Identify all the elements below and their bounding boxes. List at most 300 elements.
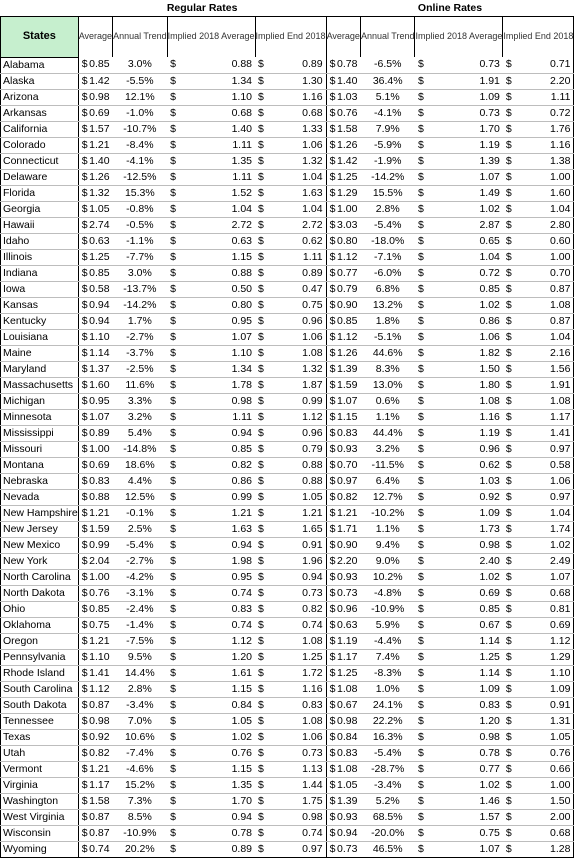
regular-implied-end-2018-cell[interactable] — [255, 361, 326, 377]
online-average-cell[interactable] — [326, 793, 360, 809]
online-average-cell[interactable] — [326, 265, 360, 281]
regular-annual-trend-cell[interactable]: -1.4% — [113, 617, 168, 633]
online-annual-trend-cell[interactable]: 5.1% — [360, 89, 415, 105]
online-implied-end-2018-header[interactable]: Implied End 2018 — [503, 16, 574, 57]
regular-implied-end-2018-cell[interactable] — [255, 121, 326, 137]
online-annual-trend-cell[interactable]: -4.1% — [360, 105, 415, 121]
online-annual-trend-cell[interactable]: 5.9% — [360, 617, 415, 633]
regular-annual-trend-cell[interactable]: -1.0% — [113, 105, 168, 121]
online-implied-2018-average-cell[interactable] — [415, 649, 503, 665]
regular-annual-trend-cell[interactable]: -2.7% — [113, 329, 168, 345]
state-name-cell[interactable]: Florida — [1, 185, 79, 201]
regular-average-cell[interactable] — [78, 521, 112, 537]
online-annual-trend-cell[interactable]: -5.1% — [360, 329, 415, 345]
online-implied-2018-average-cell[interactable] — [415, 73, 503, 89]
online-annual-trend-cell[interactable]: 44.6% — [360, 345, 415, 361]
regular-implied-end-2018-cell[interactable] — [255, 649, 326, 665]
online-average-cell[interactable] — [326, 569, 360, 585]
online-average-cell[interactable] — [326, 809, 360, 825]
regular-annual-trend-cell[interactable]: 12.5% — [113, 489, 168, 505]
online-average-cell[interactable] — [326, 185, 360, 201]
online-implied-end-2018-cell[interactable] — [503, 297, 574, 313]
state-name-cell[interactable]: Rhode Island — [1, 665, 79, 681]
online-implied-2018-average-cell[interactable] — [415, 617, 503, 633]
regular-implied-end-2018-cell[interactable] — [255, 457, 326, 473]
state-name-cell[interactable]: Illinois — [1, 249, 79, 265]
regular-annual-trend-cell[interactable]: -0.5% — [113, 217, 168, 233]
online-implied-2018-average-cell[interactable] — [415, 185, 503, 201]
regular-implied-2018-average-cell[interactable] — [167, 713, 255, 729]
regular-annual-trend-cell[interactable]: -14.8% — [113, 441, 168, 457]
state-name-cell[interactable]: Missouri — [1, 441, 79, 457]
regular-annual-trend-cell[interactable]: 2.8% — [113, 681, 168, 697]
regular-implied-2018-average-cell[interactable] — [167, 409, 255, 425]
online-implied-2018-average-cell[interactable] — [415, 729, 503, 745]
regular-implied-end-2018-cell[interactable] — [255, 73, 326, 89]
online-annual-trend-cell[interactable]: -10.2% — [360, 505, 415, 521]
regular-average-cell[interactable] — [78, 297, 112, 313]
online-annual-trend-cell[interactable]: 16.3% — [360, 729, 415, 745]
regular-implied-2018-average-cell[interactable] — [167, 73, 255, 89]
online-implied-2018-average-cell[interactable] — [415, 809, 503, 825]
online-implied-end-2018-cell[interactable] — [503, 57, 574, 73]
online-implied-2018-average-cell[interactable] — [415, 105, 503, 121]
regular-average-cell[interactable] — [78, 729, 112, 745]
regular-implied-end-2018-cell[interactable] — [255, 825, 326, 841]
online-implied-2018-average-cell[interactable] — [415, 489, 503, 505]
regular-implied-2018-average-cell[interactable] — [167, 233, 255, 249]
online-average-cell[interactable] — [326, 153, 360, 169]
online-implied-2018-average-cell[interactable] — [415, 201, 503, 217]
regular-implied-2018-average-cell[interactable] — [167, 201, 255, 217]
regular-annual-trend-cell[interactable]: -10.7% — [113, 121, 168, 137]
regular-annual-trend-cell[interactable]: 7.0% — [113, 713, 168, 729]
online-average-cell[interactable] — [326, 473, 360, 489]
online-average-cell[interactable] — [326, 585, 360, 601]
regular-implied-2018-average-cell[interactable] — [167, 793, 255, 809]
online-implied-end-2018-cell[interactable] — [503, 585, 574, 601]
online-annual-trend-header[interactable]: Annual Trend — [360, 16, 415, 57]
state-name-cell[interactable]: Virginia — [1, 777, 79, 793]
regular-implied-end-2018-cell[interactable] — [255, 89, 326, 105]
online-average-cell[interactable] — [326, 281, 360, 297]
online-implied-end-2018-cell[interactable] — [503, 649, 574, 665]
regular-implied-end-2018-cell[interactable] — [255, 57, 326, 73]
regular-implied-end-2018-cell[interactable] — [255, 441, 326, 457]
online-average-cell[interactable] — [326, 57, 360, 73]
regular-implied-2018-average-cell[interactable] — [167, 313, 255, 329]
regular-average-cell[interactable] — [78, 169, 112, 185]
online-average-cell[interactable] — [326, 393, 360, 409]
online-average-cell[interactable] — [326, 665, 360, 681]
regular-implied-2018-average-cell[interactable] — [167, 473, 255, 489]
online-implied-end-2018-cell[interactable] — [503, 601, 574, 617]
regular-implied-2018-average-cell[interactable] — [167, 553, 255, 569]
online-annual-trend-cell[interactable]: 7.4% — [360, 649, 415, 665]
regular-implied-2018-average-cell[interactable] — [167, 185, 255, 201]
online-annual-trend-cell[interactable]: -5.9% — [360, 137, 415, 153]
online-implied-end-2018-cell[interactable] — [503, 809, 574, 825]
regular-implied-2018-average-cell[interactable] — [167, 745, 255, 761]
online-implied-2018-average-cell[interactable] — [415, 57, 503, 73]
online-implied-2018-average-cell[interactable] — [415, 137, 503, 153]
online-implied-2018-average-cell[interactable] — [415, 601, 503, 617]
regular-implied-end-2018-cell[interactable] — [255, 569, 326, 585]
online-annual-trend-cell[interactable]: -6.0% — [360, 265, 415, 281]
regular-annual-trend-cell[interactable]: 3.3% — [113, 393, 168, 409]
state-name-cell[interactable]: Wisconsin — [1, 825, 79, 841]
regular-implied-2018-average-cell[interactable] — [167, 361, 255, 377]
state-name-cell[interactable]: North Dakota — [1, 585, 79, 601]
regular-implied-2018-average-cell[interactable] — [167, 601, 255, 617]
online-annual-trend-cell[interactable]: 68.5% — [360, 809, 415, 825]
online-average-cell[interactable] — [326, 553, 360, 569]
state-name-cell[interactable]: Mississippi — [1, 425, 79, 441]
regular-implied-end-2018-cell[interactable] — [255, 345, 326, 361]
regular-annual-trend-cell[interactable]: 15.2% — [113, 777, 168, 793]
state-name-cell[interactable]: Alabama — [1, 57, 79, 73]
online-annual-trend-cell[interactable]: 9.4% — [360, 537, 415, 553]
regular-annual-trend-cell[interactable]: -4.1% — [113, 153, 168, 169]
online-implied-end-2018-cell[interactable] — [503, 489, 574, 505]
online-annual-trend-cell[interactable]: 7.9% — [360, 121, 415, 137]
state-name-cell[interactable]: Idaho — [1, 233, 79, 249]
online-average-cell[interactable] — [326, 489, 360, 505]
online-implied-2018-average-cell[interactable] — [415, 761, 503, 777]
state-name-cell[interactable]: Wyoming — [1, 841, 79, 857]
regular-annual-trend-cell[interactable]: -7.4% — [113, 745, 168, 761]
regular-average-cell[interactable] — [78, 825, 112, 841]
regular-average-cell[interactable] — [78, 313, 112, 329]
regular-implied-end-2018-cell[interactable] — [255, 553, 326, 569]
online-implied-end-2018-cell[interactable] — [503, 393, 574, 409]
online-annual-trend-cell[interactable]: 6.8% — [360, 281, 415, 297]
regular-implied-2018-average-cell[interactable] — [167, 249, 255, 265]
state-name-cell[interactable]: Oklahoma — [1, 617, 79, 633]
online-implied-end-2018-cell[interactable] — [503, 617, 574, 633]
regular-annual-trend-cell[interactable]: -10.9% — [113, 825, 168, 841]
regular-annual-trend-cell[interactable]: 3.2% — [113, 409, 168, 425]
regular-implied-end-2018-cell[interactable] — [255, 729, 326, 745]
regular-annual-trend-cell[interactable]: 15.3% — [113, 185, 168, 201]
state-name-cell[interactable]: Iowa — [1, 281, 79, 297]
regular-implied-2018-average-cell[interactable] — [167, 137, 255, 153]
online-implied-2018-average-cell[interactable] — [415, 153, 503, 169]
regular-average-cell[interactable] — [78, 441, 112, 457]
regular-implied-2018-average-cell[interactable] — [167, 153, 255, 169]
regular-annual-trend-cell[interactable]: -2.4% — [113, 601, 168, 617]
online-annual-trend-cell[interactable]: 44.4% — [360, 425, 415, 441]
online-implied-2018-average-cell[interactable] — [415, 425, 503, 441]
online-implied-2018-average-cell[interactable] — [415, 777, 503, 793]
online-average-cell[interactable] — [326, 761, 360, 777]
regular-annual-trend-cell[interactable]: -12.5% — [113, 169, 168, 185]
state-name-cell[interactable]: Maine — [1, 345, 79, 361]
regular-annual-trend-cell[interactable]: 3.0% — [113, 265, 168, 281]
state-name-cell[interactable]: Kansas — [1, 297, 79, 313]
regular-implied-end-2018-cell[interactable] — [255, 201, 326, 217]
online-average-cell[interactable] — [326, 713, 360, 729]
regular-annual-trend-cell[interactable]: 5.4% — [113, 425, 168, 441]
online-implied-end-2018-cell[interactable] — [503, 457, 574, 473]
regular-average-cell[interactable] — [78, 553, 112, 569]
regular-implied-end-2018-cell[interactable] — [255, 473, 326, 489]
online-average-cell[interactable] — [326, 617, 360, 633]
regular-average-cell[interactable] — [78, 601, 112, 617]
online-implied-end-2018-cell[interactable] — [503, 377, 574, 393]
state-name-cell[interactable]: South Carolina — [1, 681, 79, 697]
online-annual-trend-cell[interactable]: 6.4% — [360, 473, 415, 489]
regular-annual-trend-cell[interactable]: -7.5% — [113, 633, 168, 649]
online-implied-end-2018-cell[interactable] — [503, 265, 574, 281]
online-implied-2018-average-cell[interactable] — [415, 441, 503, 457]
online-average-cell[interactable] — [326, 425, 360, 441]
regular-implied-end-2018-cell[interactable] — [255, 681, 326, 697]
online-annual-trend-cell[interactable]: 22.2% — [360, 713, 415, 729]
regular-implied-2018-average-cell[interactable] — [167, 729, 255, 745]
state-name-cell[interactable]: Pennsylvania — [1, 649, 79, 665]
regular-average-cell[interactable] — [78, 761, 112, 777]
regular-annual-trend-cell[interactable]: -13.7% — [113, 281, 168, 297]
regular-annual-trend-cell[interactable]: -4.6% — [113, 761, 168, 777]
online-annual-trend-cell[interactable]: -7.1% — [360, 249, 415, 265]
regular-annual-trend-cell[interactable]: -4.2% — [113, 569, 168, 585]
online-annual-trend-cell[interactable]: -4.8% — [360, 585, 415, 601]
state-name-cell[interactable]: Massachusetts — [1, 377, 79, 393]
regular-average-cell[interactable] — [78, 281, 112, 297]
online-average-cell[interactable] — [326, 169, 360, 185]
state-name-cell[interactable]: Washington — [1, 793, 79, 809]
regular-annual-trend-cell[interactable]: 10.6% — [113, 729, 168, 745]
regular-implied-end-2018-cell[interactable] — [255, 489, 326, 505]
regular-implied-2018-average-cell[interactable] — [167, 457, 255, 473]
online-average-cell[interactable] — [326, 217, 360, 233]
online-implied-end-2018-cell[interactable] — [503, 745, 574, 761]
state-name-cell[interactable]: Utah — [1, 745, 79, 761]
online-implied-end-2018-cell[interactable] — [503, 361, 574, 377]
online-annual-trend-cell[interactable]: -3.4% — [360, 777, 415, 793]
online-implied-end-2018-cell[interactable] — [503, 537, 574, 553]
regular-average-cell[interactable] — [78, 777, 112, 793]
state-name-cell[interactable]: Ohio — [1, 601, 79, 617]
online-average-cell[interactable] — [326, 297, 360, 313]
online-annual-trend-cell[interactable]: 13.2% — [360, 297, 415, 313]
online-implied-2018-average-cell[interactable] — [415, 825, 503, 841]
regular-implied-2018-average-cell[interactable] — [167, 537, 255, 553]
online-implied-2018-average-header[interactable]: Implied 2018 Average — [415, 16, 503, 57]
online-average-cell[interactable] — [326, 89, 360, 105]
regular-average-cell[interactable] — [78, 201, 112, 217]
regular-annual-trend-cell[interactable]: -1.1% — [113, 233, 168, 249]
online-implied-end-2018-cell[interactable] — [503, 441, 574, 457]
online-implied-2018-average-cell[interactable] — [415, 633, 503, 649]
online-implied-2018-average-cell[interactable] — [415, 89, 503, 105]
state-name-cell[interactable]: Montana — [1, 457, 79, 473]
regular-average-cell[interactable] — [78, 105, 112, 121]
regular-implied-2018-average-cell[interactable] — [167, 329, 255, 345]
regular-implied-2018-average-cell[interactable] — [167, 841, 255, 857]
online-implied-2018-average-cell[interactable] — [415, 697, 503, 713]
states-header[interactable]: States — [1, 16, 79, 57]
state-name-cell[interactable]: Connecticut — [1, 153, 79, 169]
regular-implied-end-2018-cell[interactable] — [255, 169, 326, 185]
regular-annual-trend-cell[interactable]: 14.4% — [113, 665, 168, 681]
regular-annual-trend-cell[interactable]: 1.7% — [113, 313, 168, 329]
online-implied-end-2018-cell[interactable] — [503, 777, 574, 793]
state-name-cell[interactable]: Louisiana — [1, 329, 79, 345]
online-annual-trend-cell[interactable]: -5.4% — [360, 745, 415, 761]
regular-annual-trend-cell[interactable]: -0.1% — [113, 505, 168, 521]
online-implied-end-2018-cell[interactable] — [503, 665, 574, 681]
state-name-cell[interactable]: New Jersey — [1, 521, 79, 537]
online-implied-end-2018-cell[interactable] — [503, 569, 574, 585]
regular-average-cell[interactable] — [78, 393, 112, 409]
regular-implied-end-2018-cell[interactable] — [255, 745, 326, 761]
regular-average-cell[interactable] — [78, 473, 112, 489]
online-average-cell[interactable] — [326, 825, 360, 841]
regular-annual-trend-cell[interactable]: 9.5% — [113, 649, 168, 665]
online-implied-2018-average-cell[interactable] — [415, 377, 503, 393]
regular-implied-2018-average-cell[interactable] — [167, 441, 255, 457]
online-average-cell[interactable] — [326, 377, 360, 393]
online-annual-trend-cell[interactable]: 2.8% — [360, 201, 415, 217]
online-implied-end-2018-cell[interactable] — [503, 73, 574, 89]
online-annual-trend-cell[interactable]: 1.1% — [360, 409, 415, 425]
regular-average-cell[interactable] — [78, 265, 112, 281]
regular-average-cell[interactable] — [78, 345, 112, 361]
regular-implied-2018-average-cell[interactable] — [167, 377, 255, 393]
regular-implied-end-2018-cell[interactable] — [255, 105, 326, 121]
regular-average-cell[interactable] — [78, 681, 112, 697]
online-annual-trend-cell[interactable]: 1.0% — [360, 681, 415, 697]
online-annual-trend-cell[interactable]: -20.0% — [360, 825, 415, 841]
regular-average-cell[interactable] — [78, 665, 112, 681]
online-implied-end-2018-cell[interactable] — [503, 281, 574, 297]
state-name-cell[interactable]: Tennessee — [1, 713, 79, 729]
regular-implied-end-2018-cell[interactable] — [255, 297, 326, 313]
regular-implied-end-2018-cell[interactable] — [255, 585, 326, 601]
online-implied-end-2018-cell[interactable] — [503, 553, 574, 569]
online-average-cell[interactable] — [326, 361, 360, 377]
regular-average-cell[interactable] — [78, 377, 112, 393]
online-implied-end-2018-cell[interactable] — [503, 681, 574, 697]
state-name-cell[interactable]: Maryland — [1, 361, 79, 377]
online-annual-trend-cell[interactable]: -8.3% — [360, 665, 415, 681]
online-average-cell[interactable] — [326, 505, 360, 521]
state-name-cell[interactable]: Minnesota — [1, 409, 79, 425]
online-implied-2018-average-cell[interactable] — [415, 553, 503, 569]
online-implied-2018-average-cell[interactable] — [415, 681, 503, 697]
online-implied-end-2018-cell[interactable] — [503, 713, 574, 729]
regular-average-cell[interactable] — [78, 217, 112, 233]
regular-implied-2018-average-cell[interactable] — [167, 697, 255, 713]
online-implied-2018-average-cell[interactable] — [415, 361, 503, 377]
regular-annual-trend-cell[interactable]: -5.4% — [113, 537, 168, 553]
state-name-cell[interactable]: Oregon — [1, 633, 79, 649]
regular-average-header[interactable]: Average — [78, 16, 112, 57]
regular-implied-2018-average-cell[interactable] — [167, 633, 255, 649]
regular-implied-2018-average-cell[interactable] — [167, 617, 255, 633]
regular-implied-end-2018-cell[interactable] — [255, 153, 326, 169]
regular-annual-trend-cell[interactable]: 8.5% — [113, 809, 168, 825]
online-implied-end-2018-cell[interactable] — [503, 505, 574, 521]
state-name-cell[interactable]: South Dakota — [1, 697, 79, 713]
regular-implied-end-2018-header[interactable]: Implied End 2018 — [255, 16, 326, 57]
online-implied-end-2018-cell[interactable] — [503, 329, 574, 345]
regular-annual-trend-cell[interactable]: -2.5% — [113, 361, 168, 377]
online-implied-2018-average-cell[interactable] — [415, 793, 503, 809]
regular-implied-end-2018-cell[interactable] — [255, 633, 326, 649]
regular-implied-end-2018-cell[interactable] — [255, 697, 326, 713]
state-name-cell[interactable]: North Carolina — [1, 569, 79, 585]
online-annual-trend-cell[interactable]: 8.3% — [360, 361, 415, 377]
regular-implied-end-2018-cell[interactable] — [255, 505, 326, 521]
regular-average-cell[interactable] — [78, 841, 112, 857]
regular-average-cell[interactable] — [78, 457, 112, 473]
regular-implied-2018-average-cell[interactable] — [167, 521, 255, 537]
online-average-cell[interactable] — [326, 409, 360, 425]
regular-average-cell[interactable] — [78, 505, 112, 521]
online-average-cell[interactable] — [326, 745, 360, 761]
regular-average-cell[interactable] — [78, 649, 112, 665]
regular-average-cell[interactable] — [78, 633, 112, 649]
online-average-cell[interactable] — [326, 201, 360, 217]
online-average-cell[interactable] — [326, 841, 360, 857]
regular-implied-end-2018-cell[interactable] — [255, 841, 326, 857]
online-average-cell[interactable] — [326, 313, 360, 329]
regular-implied-2018-average-cell[interactable] — [167, 265, 255, 281]
online-annual-trend-cell[interactable]: -18.0% — [360, 233, 415, 249]
online-average-cell[interactable] — [326, 633, 360, 649]
online-average-cell[interactable] — [326, 73, 360, 89]
state-name-cell[interactable]: Vermont — [1, 761, 79, 777]
online-annual-trend-cell[interactable]: 46.5% — [360, 841, 415, 857]
regular-implied-2018-average-cell[interactable] — [167, 681, 255, 697]
state-name-cell[interactable]: New York — [1, 553, 79, 569]
regular-implied-2018-average-cell[interactable] — [167, 57, 255, 73]
state-name-cell[interactable]: Arizona — [1, 89, 79, 105]
regular-average-cell[interactable] — [78, 617, 112, 633]
regular-annual-trend-cell[interactable]: 12.1% — [113, 89, 168, 105]
online-implied-end-2018-cell[interactable] — [503, 105, 574, 121]
state-name-cell[interactable]: Hawaii — [1, 217, 79, 233]
regular-average-cell[interactable] — [78, 73, 112, 89]
online-implied-2018-average-cell[interactable] — [415, 537, 503, 553]
online-average-cell[interactable] — [326, 649, 360, 665]
online-implied-2018-average-cell[interactable] — [415, 313, 503, 329]
online-implied-end-2018-cell[interactable] — [503, 825, 574, 841]
regular-implied-2018-average-cell[interactable] — [167, 665, 255, 681]
regular-annual-trend-cell[interactable]: -3.4% — [113, 697, 168, 713]
regular-annual-trend-cell[interactable]: 7.3% — [113, 793, 168, 809]
regular-implied-2018-average-cell[interactable] — [167, 489, 255, 505]
online-implied-end-2018-cell[interactable] — [503, 345, 574, 361]
online-average-cell[interactable] — [326, 601, 360, 617]
online-annual-trend-cell[interactable]: 15.5% — [360, 185, 415, 201]
online-implied-end-2018-cell[interactable] — [503, 409, 574, 425]
regular-average-cell[interactable] — [78, 585, 112, 601]
online-implied-end-2018-cell[interactable] — [503, 137, 574, 153]
regular-implied-2018-average-cell[interactable] — [167, 809, 255, 825]
regular-implied-2018-average-cell[interactable] — [167, 825, 255, 841]
state-name-cell[interactable]: Texas — [1, 729, 79, 745]
regular-average-cell[interactable] — [78, 537, 112, 553]
state-name-cell[interactable]: Indiana — [1, 265, 79, 281]
regular-implied-end-2018-cell[interactable] — [255, 409, 326, 425]
regular-annual-trend-cell[interactable]: 18.6% — [113, 457, 168, 473]
online-annual-trend-cell[interactable]: 3.2% — [360, 441, 415, 457]
online-average-cell[interactable] — [326, 137, 360, 153]
